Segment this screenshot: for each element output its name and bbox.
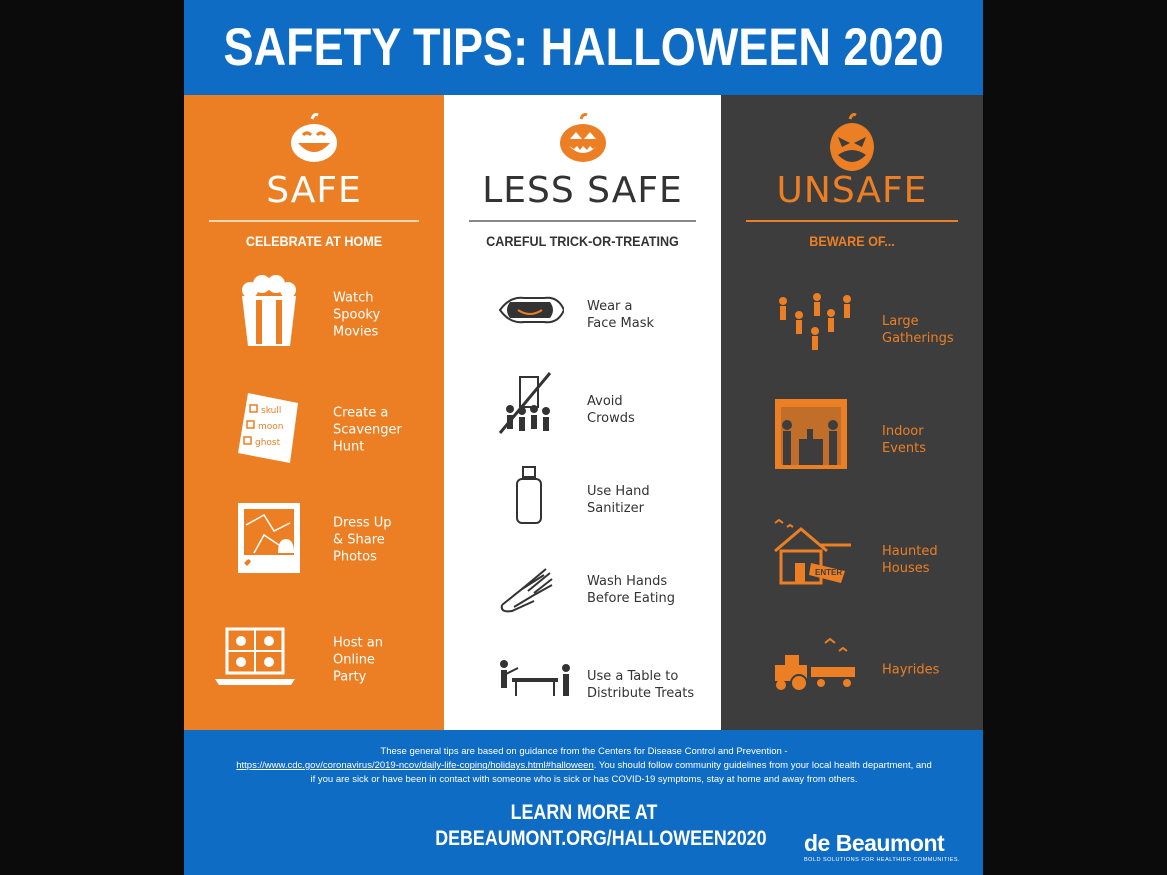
- disclaimer-rest: . You should follow community guidelines from your local health department, and if you are sick or have been in contact with someone who is sick or has COVID-19 symptoms, stay at home and away from others.: [310, 760, 932, 785]
- laptop-party-icon: [209, 615, 309, 705]
- brand-logo: [804, 830, 974, 863]
- less-item-label: Avoid Crowds: [587, 394, 635, 426]
- less-item-mask: [444, 270, 721, 360]
- popcorn-icon: [234, 270, 324, 360]
- unsafe-divider: [746, 220, 958, 222]
- face-mask-icon: [494, 270, 584, 360]
- less-item-label: Use a Table to Distribute Treats: [587, 669, 695, 701]
- safe-item-label: Host an Online Party: [333, 635, 383, 685]
- safe-item-scavenger: [184, 385, 444, 475]
- column-less-safe: [444, 95, 721, 730]
- sanitizer-icon: [494, 455, 584, 545]
- less-item-sanitizer: [444, 455, 721, 545]
- disclaimer-text: [234, 745, 934, 787]
- unsafe-item-hayrides: [721, 625, 983, 715]
- less-safe-title: LESS SAFE: [482, 170, 683, 211]
- poster: [184, 0, 983, 875]
- learn-more-line1: LEARN MORE AT: [510, 801, 658, 824]
- unsafe-item-label: Hayrides: [882, 662, 940, 678]
- less-item-label: Wash Hands Before Eating: [587, 574, 676, 606]
- less-item-wash: [444, 545, 721, 635]
- safe-item-label: Dress Up & Share Photos: [333, 515, 392, 565]
- unsafe-item-label: Haunted Houses: [882, 544, 938, 576]
- unsafe-item-label: Indoor Events: [882, 424, 927, 456]
- less-item-label: Use Hand Sanitizer: [587, 484, 650, 516]
- less-item-table: [444, 640, 721, 730]
- scary-pumpkin-icon: [826, 113, 878, 178]
- no-crowds-icon: [494, 365, 584, 455]
- brand-tagline: BOLD SOLUTIONS FOR HEALTHIER COMMUNITIES.: [804, 857, 961, 863]
- footer: [184, 730, 983, 875]
- learn-more-url[interactable]: DEBEAUMONT.ORG/HALLOWEEN2020: [435, 827, 767, 850]
- hayride-icon: [771, 625, 861, 715]
- safe-divider: [209, 220, 419, 222]
- cdc-link[interactable]: https://www.cdc.gov/coronavirus/2019-ncov/daily-life-coping/holidays.html#halloween: [236, 760, 594, 771]
- unsafe-title: UNSAFE: [776, 170, 928, 211]
- less-safe-subtitle: CAREFUL TRICK-OR-TREATING: [486, 233, 679, 249]
- safe-item-party: [184, 615, 444, 705]
- gathering-icon: [771, 285, 861, 375]
- photo-icon: [234, 495, 324, 585]
- unsafe-item-haunted: [721, 515, 983, 605]
- safe-item-movies: [184, 270, 444, 360]
- haunted-house-icon: [771, 515, 861, 605]
- less-item-crowds: [444, 365, 721, 455]
- unsafe-subtitle: BEWARE OF...: [809, 233, 895, 249]
- learn-more: [435, 800, 767, 852]
- safe-title: SAFE: [266, 170, 362, 211]
- happy-pumpkin-icon: [288, 113, 340, 170]
- header-banner: [184, 0, 983, 95]
- jack-o-lantern-icon: [557, 113, 609, 170]
- unsafe-item-gatherings: [721, 285, 983, 375]
- scavenger-list-icon: [234, 385, 324, 475]
- less-safe-divider: [469, 220, 696, 222]
- column-safe: [184, 95, 444, 730]
- safe-item-label: Watch Spooky Movies: [333, 290, 381, 340]
- page-title: SAFETY TIPS: HALLOWEEN 2020: [223, 18, 944, 77]
- safe-subtitle: CELEBRATE AT HOME: [245, 233, 383, 249]
- svg-text:skull: skull: [261, 406, 282, 416]
- disclaimer-intro: These general tips are based on guidance from the Centers for Disease Control and Prevention -: [380, 746, 788, 757]
- table-treats-icon: [494, 640, 584, 730]
- unsafe-item-indoor: [721, 395, 983, 485]
- safe-item-label: Create a Scavenger Hunt: [333, 405, 402, 455]
- indoor-event-icon: [771, 395, 861, 485]
- svg-text:ENTER: ENTER: [815, 568, 843, 577]
- unsafe-item-label: Large Gatherings: [882, 314, 954, 346]
- wash-hands-icon: [494, 545, 584, 635]
- safe-item-photos: [184, 495, 444, 585]
- svg-text:ghost: ghost: [255, 438, 281, 448]
- brand-name: de Beaumont: [804, 830, 945, 856]
- svg-text:moon: moon: [258, 422, 284, 432]
- column-unsafe: [721, 95, 983, 730]
- less-item-label: Wear a Face Mask: [587, 299, 655, 331]
